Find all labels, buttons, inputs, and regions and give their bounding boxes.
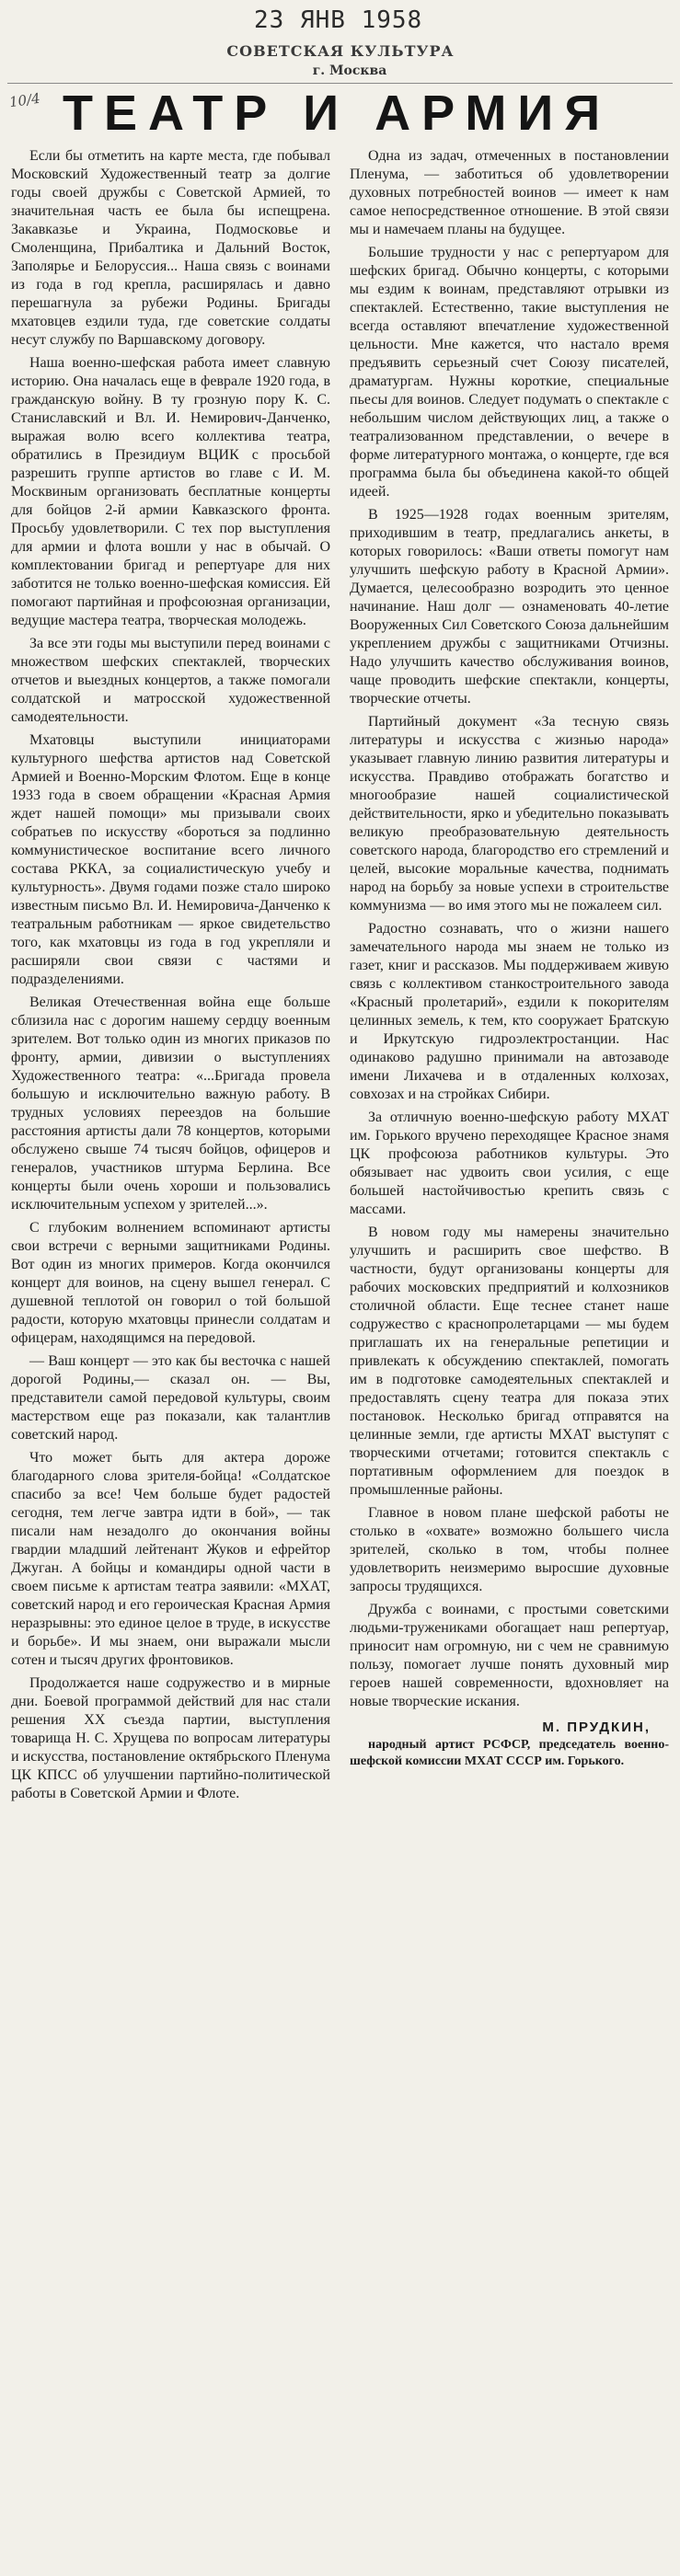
- author-signature: [350, 1719, 669, 1770]
- article-paragraph: Главное в новом плане шефской работы не столько в «охвате» возможно большего числа зрителей, сколько в том, чтобы полнее удовлетворить неизмеримо выросшие духовные запросы трудящихся.: [350, 1505, 669, 1594]
- article-paragraph: Продолжается наше содружество и в мирные дни. Боевой программой действий для нас стали решения XX съезда партии, выступления товарища Н. С. Хрущева по вопросам литературы и искусства, постановление октябрьского Пленума ЦК КПСС об улучшении партийно-политической работы в Советской Армии и Флоте.: [11, 1675, 330, 1801]
- article-paragraph: Дружба с воинами, с простыми советскими людьми-тружениками обогащает наш репертуар, приносит нам огромную, ни с чем не сравнимую пользу, помогает лучше понять духовный мир героев нашей современности, вдохновляет на новые творческие искания.: [350, 1602, 669, 1709]
- newspaper-name: СОВЕТСКАЯ КУЛЬТУРА: [226, 42, 455, 60]
- handwritten-note: 10/4: [7, 89, 41, 111]
- article-paragraph: Партийный документ «За тесную связь литературы и искусства с жизнью народа» указывает главную линию развития литературы и искусства. Правдиво отображать богатство и многообразие нашей социалистической действительности, ярко и убедительно показывать великую преобразовательную деятельность советского народа, благородство его стремлений и целей, высокие моральные качества, поднимать народ на борьбу за новые успехи в строительстве коммунизма — во имя этого мы не пожалеем сил.: [350, 714, 669, 914]
- article-column-left: [11, 147, 330, 1808]
- article-column-right: [350, 147, 669, 1770]
- author-credentials: народный артист РСФСР, председатель военно-шефской комиссии МХАТ СССР им. Горького.: [350, 1738, 669, 1768]
- date-stamp: 23 ЯНВ 1958: [254, 6, 423, 34]
- article-paragraph: За отличную военно-шефскую работу МХАТ им. Горького вручено переходящее Красное знамя ЦК профсоюза работников культуры. Это обязывает нас удвоить свои усилия, с еще большей настойчивостью крепить связь с массами.: [350, 1110, 669, 1217]
- header-rule: [7, 83, 673, 84]
- article-paragraph: Мхатовцы выступили инициаторами культурного шефства артистов над Советской Армией и Военно-Морским Флотом. Еще в конце 1933 года в своем обращении «Красная Армия ждет нашей помощи» мы призывали своих собратьев по искусству «бороться за подлинно коммунистическое воспитание всего личного состава РККА, за социалистическую учебу и культурность». Двумя годами позже стало широко известным письмо Вл. И. Немировича-Данченко к театральным работникам — яркое свидетельство того, как мхатовцы из года в год укрепляли и расширяли свои связи с частями и подразделениями.: [11, 732, 330, 987]
- article-paragraph: В новом году мы намерены значительно улучшить и расширить свое шефство. В частности, будут организованы концерты для рабочих московских предприятий и колхозников столичной области. Еще теснее станет наше содружество с краснопролетарцами — мы будем приглашать их на генеральные репетиции и привлекать к обсуждению спектаклей, помогать им в подготовке самодеятельных спектаклей и предоставлять сцену театра для показа этих постановок. Несколько бригад отправятся на целинные земли, где артисты МХАТ выступят с творческими отчетами; готовится спектакль с портативным оформлением для поездок в промышленные районы.: [350, 1225, 669, 1498]
- article-paragraph: Большие трудности у нас с репертуаром для шефских бригад. Обычно концерты, с которыми мы ездим к воинам, представляют отрывки из спектаклей. Естественно, такие выступления не всегда оставляют впечатление художественной цельности. Мне кажется, что настало время предъявить серьезный счет Союзу писателей, драматургам. Нужны короткие, специальные пьесы для воинов. Следует подумать о спектакле с небольшим числом действующих лиц, а также о театрализованном представлении, о вечере в форме литературного монтажа, о концерте, где вся программа была бы объединена какой-то общей идеей.: [350, 245, 669, 500]
- article-paragraph: За все эти годы мы выступили перед воинами с множеством шефских спектаклей, творческих отчетов и выездных концертов, а также помогали солдатской и матросской художественной самодеятельности.: [11, 636, 330, 725]
- article-paragraph: Радостно сознавать, что о жизни нашего замечательного народа мы знаем не только из газет, книг и рассказов. Мы поддерживаем живую связь с коллективом станкостроительного завода «Красный пролетарий», ездили к покорителям целинных земель, к тем, кто сооружает Братскую и Иркутскую гидроэлектростанции. Нас одинаково радушно принимали на автозаводе имени Лихачева и в отдаленных колхозах, совхозах и на стройках Сибири.: [350, 921, 669, 1102]
- article-paragraph: С глубоким волнением вспоминают артисты свои встречи с верными защитниками Родины. Вот один из многих примеров. Когда окончился концерт для воинов, на сцену вышел генерал. С душевной теплотой он говорил о той большой радости, которую мхатовцы принесли солдатам и офицерам, находящимся на передовой.: [11, 1220, 330, 1346]
- newspaper-city: г. Москва: [312, 63, 387, 78]
- article-paragraph: Великая Отечественная война еще больше сблизила нас с дорогим нашему сердцу военным зрителем. Вот только один из многих приказов по фронту, армии, дивизии о выступлениях Художественного театра: «...Бригада провела большую и исключительно важную работу. В трудных условиях переездов на большие расстояния артисты дали 78 концертов, которыми обслужено свыше 74 тысяч бойцов, офицеров и генералов, участников штурма Берлина. Все концерты были очень хороши и пользовались исключительным успехом у зрителей...».: [11, 995, 330, 1213]
- article-title: ТЕАТР И АРМИЯ: [62, 86, 612, 141]
- author-name: М. ПРУДКИН,: [542, 1719, 651, 1735]
- article-paragraph: Наша военно-шефская работа имеет славную историю. Она началась еще в феврале 1920 года, в гражданскую войну. В ту грозную пору К. С. Станиславский и Вл. И. Немирович-Данченко, выражая волю всего коллектива театра, обратились в Президиум ВЦИК с просьбой разрешить группе артистов во главе с И. М. Москвиным организовать бесплатные концерты для бойцов 2-й армии Кавказского фронта. Просьбу удовлетворили. С тех пор выступления для армии и флота вошли у нас в обычай. О комплектовании бригад и репертуаре для них заботится не только военно-шефская комиссия. Ей помогают партийная и профсоюзная организации, ведущие мастера театра, творческая молодежь.: [11, 355, 330, 628]
- article-paragraph: Если бы отметить на карте места, где побывал Московский Художественный театр за долгие годы своей дружбы с Советской Армией, то значительная часть ее была бы испещрена. Закавказье и Украина, Подмосковье и Смоленщина, Прибалтика и Дальний Восток, Заполярье и Белоруссия... Наша связь с воинами из года в год крепла, расширялась и давно перешагнула за рубежи Родины. Бригады мхатовцев ездили туда, где советские солдаты несут службу по Варшавскому договору.: [11, 148, 330, 348]
- article-paragraph: — Ваш концерт — это как бы весточка с нашей дорогой Родины,— сказал он. — Вы, представители самой передовой культуры, своим мастерством еще раз показали, как талантлив советский народ.: [11, 1353, 330, 1443]
- article-paragraph: Что может быть для актера дороже благодарного слова зрителя-бойца! «Солдатское спасибо за все! Чем больше будет радостей сегодня, тем легче завтра идти в бой», — так писали нам незадолго до окончания войны гвардии младший лейтенант Жуков и ефрейтор Джуган. А бойцы и командиры одной части в своем письме к артистам театра заявили: «МХАТ, советский народ и его героическая Красная Армия неразрывны: это единое целое в труде, в искусстве и борьбе». И мы знаем, они выражали мысли сотен и тысяч других фронтовиков.: [11, 1450, 330, 1668]
- article-paragraph: В 1925—1928 годах военным зрителям, приходившим в театр, предлагались анкеты, в которых говорилось: «Ваши ответы помогут нам улучшить шефскую работу в Красной Армии». Думается, целесообразно возродить это ценное начинание. Наш долг — ознаменовать 40-летие Вооруженных Сил Советского Союза дальнейшим укреплением дружбы с защитниками Отчизны. Надо улучшить качество обслуживания воинов, чаще проводить шефские спектакли, концерты, творческие отчеты.: [350, 507, 669, 707]
- article-paragraph: Одна из задач, отмеченных в постановлении Пленума, — заботиться об удовлетворении духовных потребностей воинов — имеет к нам самое непосредственное отношение. В этой связи мы и намечаем планы на будущее.: [350, 148, 669, 237]
